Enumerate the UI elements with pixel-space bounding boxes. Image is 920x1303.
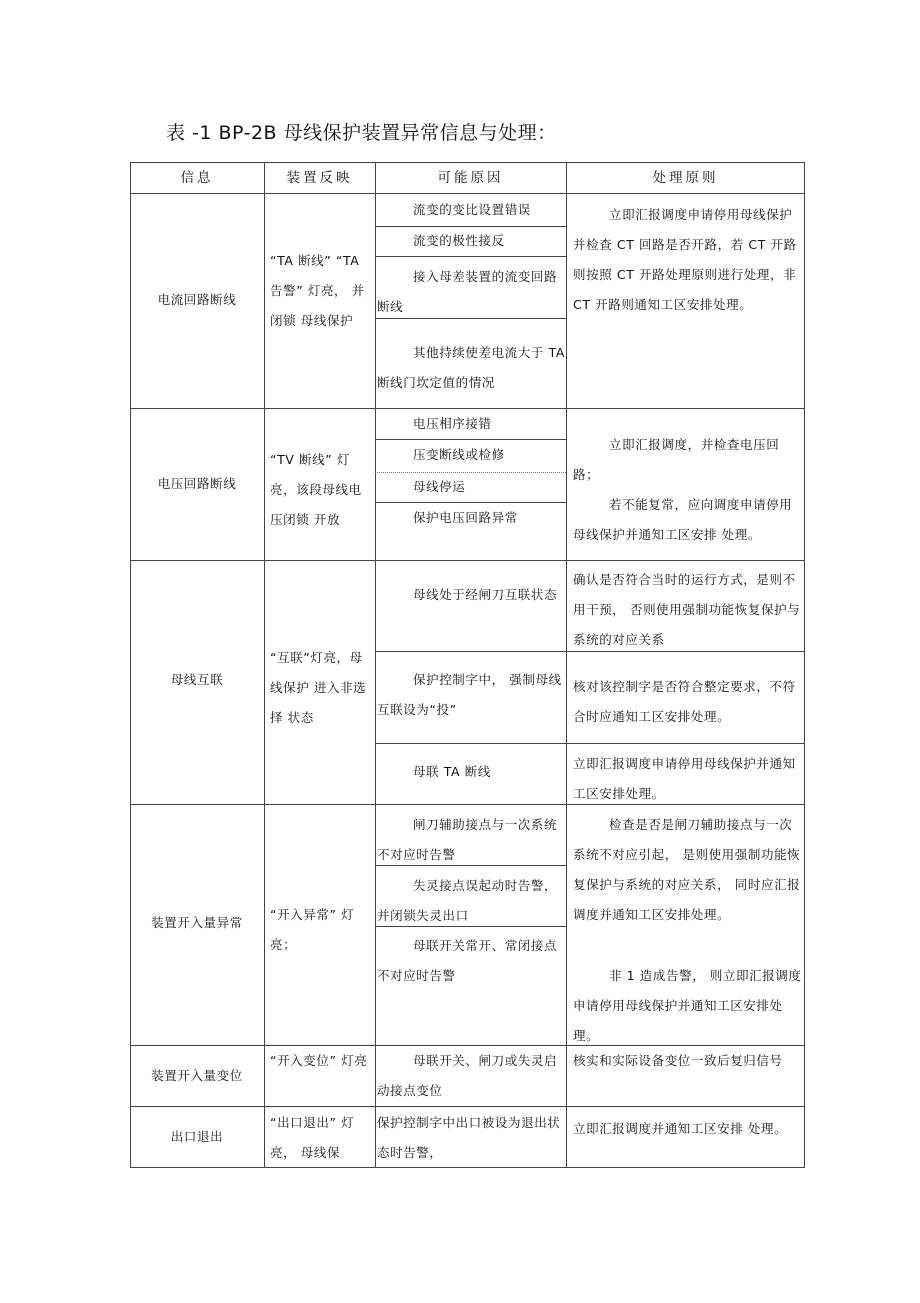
info-cell: 装置开入量异常: [151, 915, 243, 930]
cause-cell: 母联开关常开、常闭接点不对应时告警: [377, 938, 558, 983]
header-handling: 处理原则: [652, 170, 719, 186]
cause-cell: 母线停运: [413, 479, 466, 494]
cause-cell: 流变的变比设置错误: [413, 202, 531, 217]
cause-cell: 保护控制字中， 强制母线互联设为“投”: [377, 672, 562, 717]
column-divider: [566, 162, 567, 1168]
handling-cell: 核实和实际设备变位一致后复归信号: [573, 1053, 783, 1068]
reaction-cell: “互联”灯亮，母线保护 进入非选择 状态: [270, 650, 367, 725]
info-cell: 出口退出: [170, 1129, 224, 1144]
row-divider: [130, 560, 805, 561]
header-reaction: 装置反映: [286, 170, 353, 186]
row-divider: [130, 1106, 805, 1107]
cause-cell: 电压相序接错: [413, 416, 492, 431]
handling-cell: 立即汇报调度，并检查电压回路；: [573, 437, 780, 482]
column-divider: [264, 162, 265, 1168]
cause-cell: 母线处于经闸刀互联状态: [413, 587, 558, 602]
handling-cell: 确认是否符合当时的运行方式，是则不用干预， 否则使用强制功能恢复保护与系统的对应关系: [573, 572, 801, 647]
cause-cell: 闸刀辅助接点与一次系统不对应时告警: [377, 817, 558, 862]
reaction-cell: “开入异常” 灯亮；: [270, 907, 355, 952]
handling-cell: 立即汇报调度申请停用母线保护并检查 CT 回路是否开路，若 CT 开路则按照 CT 开路处理原则进行处理，非 CT 开路则通知工区安排处理。: [573, 207, 797, 312]
cause-cell: 保护控制字中出口被设为退出状态时告警，: [377, 1115, 561, 1160]
reaction-cell: “出口退出” 灯亮， 母线保: [270, 1115, 355, 1160]
cause-divider: [375, 256, 566, 257]
cause-divider: [375, 743, 805, 744]
cause-cell: 失灵接点误起动时告警，并闭锁失灵出口: [377, 878, 558, 923]
table-title: 表 -1 BP-2B 母线保护装置异常信息与处理：: [166, 122, 557, 144]
info-cell: 母线互联: [170, 672, 224, 687]
cause-cell: 其他持续使差电流大于 TA 断线门坎定值的情况: [377, 345, 565, 390]
handling-cell: 核对该控制字是否符合整定要求，不符合时应通知工区安排处理。: [573, 679, 796, 724]
handling-cell: 非 1 造成告警， 则立即汇报调度申请停用母线保护并通知工区安排处理。: [573, 968, 802, 1043]
cause-cell: 母联 TA 断线: [413, 764, 491, 779]
row-divider: [130, 193, 805, 194]
handling-cell: 若不能复常，应向调度申请停用母线保护并通知工区安排 处理。: [573, 497, 793, 542]
reaction-cell: “TV 断线” 灯亮，该段母线电压闭锁 开放: [270, 452, 362, 527]
handling-cell: 立即汇报调度申请停用母线保护并通知工区安排处理。: [573, 756, 796, 801]
cause-cell: 母联开关、闸刀或失灵启动接点变位: [377, 1053, 558, 1098]
handling-cell: 立即汇报调度并通知工区安排 处理。: [573, 1121, 788, 1136]
cause-cell: 接入母差装置的流变回路断线: [377, 269, 558, 314]
info-cell: 装置开入量变位: [151, 1068, 243, 1083]
handling-cell: 检查是否是闸刀辅助接点与一次系统不对应引起， 是则使用强制功能恢复保护与系统的对应关系， 同时应汇报调度并通知工区安排处理。: [573, 817, 801, 922]
column-divider: [375, 162, 376, 1168]
cause-cell: 保护电压回路异常: [413, 510, 518, 525]
header-info: 信息: [180, 170, 214, 186]
cause-cell: 压变断线或检修: [413, 447, 505, 462]
info-cell: 电流回路断线: [157, 292, 237, 307]
reaction-cell: “开入变位” 灯亮: [270, 1053, 368, 1068]
info-cell: 电压回路断线: [157, 476, 237, 491]
reaction-cell: “TA 断线” “TA 告警” 灯亮， 并闭锁 母线保护: [270, 253, 365, 328]
header-cause: 可能原因: [437, 170, 504, 186]
cause-cell: 流变的极性接反: [413, 233, 505, 248]
